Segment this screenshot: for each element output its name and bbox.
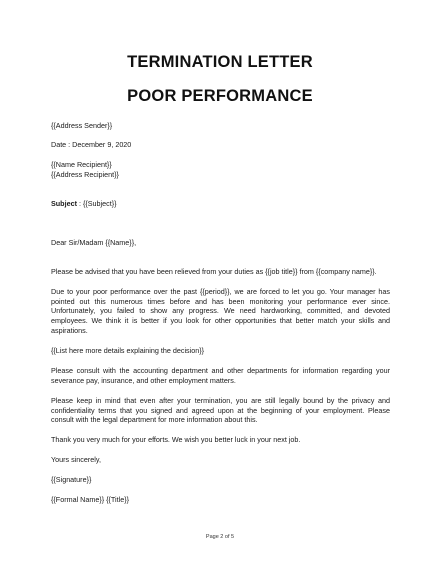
date-line: Date : December 9, 2020 xyxy=(51,140,132,149)
formal-name: {{Formal Name}} {{Title}} xyxy=(51,495,130,504)
subject-line xyxy=(51,199,390,209)
address-recipient: {{Address Recipient}} xyxy=(51,170,119,179)
subject-label: Subject xyxy=(51,199,77,208)
closing: Yours sincerely, xyxy=(51,455,101,464)
paragraph-consult: Please consult with the accounting department and other departments for information regarding your severance pay, insurance, and other employment matters. xyxy=(51,366,390,385)
letter-title: TERMINATION LETTER xyxy=(127,53,313,71)
paragraph-relieved: Please be advised that you have been relieved from your duties as {{job title}} from {{company name}}. xyxy=(51,267,377,276)
paragraph-performance: Due to your poor performance over the past {{period}}, we are forced to let you go. Your manager has pointed out this numerous times before and has been monitoring your performance ever since. Unfortunately, you failed to show any progress. We need hardworking, committed, and devoted employees. We think it is better if you look for other opportunities that better match your skills and aspirations. xyxy=(51,287,390,335)
letter-subtitle: POOR PERFORMANCE xyxy=(127,87,313,105)
address-sender: {{Address Sender}} xyxy=(51,121,113,130)
paragraph-thanks: Thank you very much for your efforts. We wish you better luck in your next job. xyxy=(51,435,301,444)
signature: {{Signature}} xyxy=(51,475,92,484)
greeting: Dear Sir/Madam {{Name}}, xyxy=(51,238,137,247)
paragraph-details: {{List here more details explaining the decision}} xyxy=(51,346,205,355)
page-number: Page 2 of 5 xyxy=(205,534,235,540)
paragraph-confidentiality: Please keep in mind that even after your termination, you are still legally bound by the privacy and confidentiality terms that you signed and agreed upon at the beginning of your employment. Please consult with the legal department for more information about this. xyxy=(51,396,390,425)
name-recipient: {{Name Recipient}} xyxy=(51,160,112,169)
subject-value: : {{Subject}} xyxy=(76,199,117,208)
